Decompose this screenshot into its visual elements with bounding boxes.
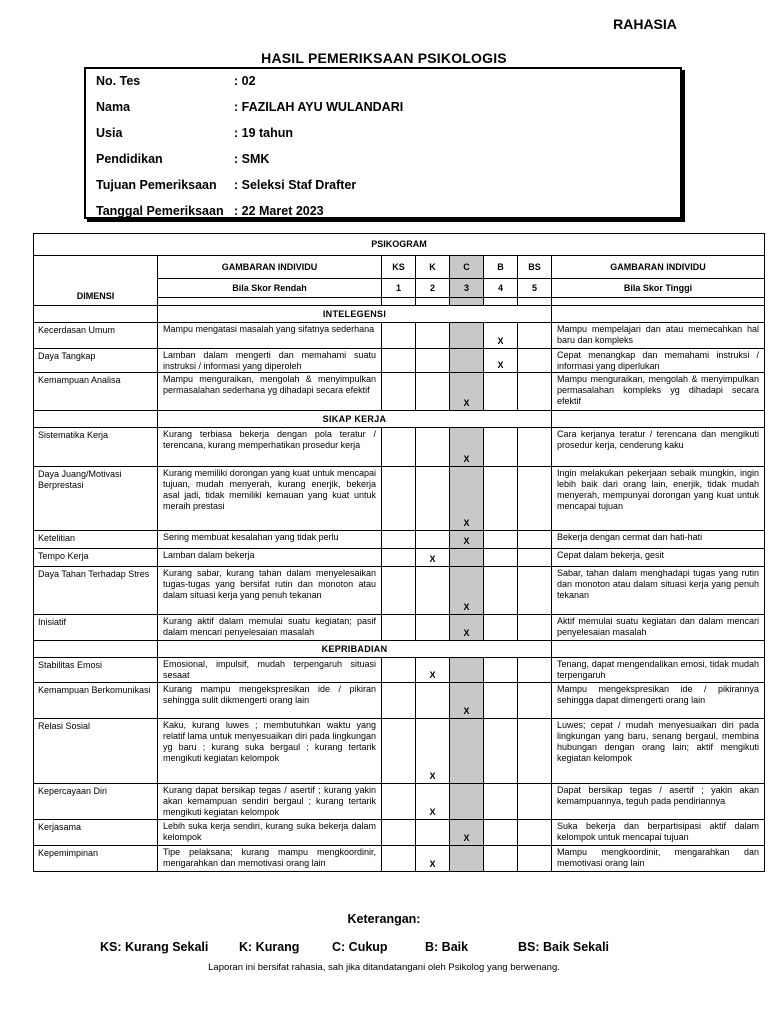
table-row bbox=[34, 373, 765, 411]
table-row bbox=[34, 784, 765, 820]
score-mark: X bbox=[450, 820, 484, 846]
score-cell-2 bbox=[416, 323, 450, 349]
score-cell-1 bbox=[382, 467, 416, 531]
score-cell-1 bbox=[382, 658, 416, 683]
table-row bbox=[34, 349, 765, 373]
scale-bs-header: BS bbox=[518, 256, 552, 279]
score-cell-1 bbox=[382, 683, 416, 719]
legend-b: B: Baik bbox=[425, 940, 469, 954]
score-cell-1 bbox=[382, 820, 416, 846]
score-cell-4 bbox=[484, 784, 518, 820]
score-cell-5 bbox=[518, 846, 552, 872]
score-cell-4 bbox=[484, 719, 518, 784]
score-cell-3 bbox=[450, 549, 484, 567]
score-cell-2 bbox=[416, 531, 450, 549]
info-label: Pendidikan bbox=[96, 152, 163, 166]
legend-title: Keterangan: bbox=[347, 912, 421, 926]
dimension-name: Relasi Sosial bbox=[34, 719, 158, 784]
low-score-description: Kurang memiliki dorongan yang kuat untuk mencapai tujuan, mudah menyerah, kurang enerjik, bekerja asal jadi, tidak memiliki kemauan yang kuat untuk meraih prestasi bbox=[158, 467, 382, 531]
score-cell-1 bbox=[382, 549, 416, 567]
score-cell-4 bbox=[484, 615, 518, 641]
info-label: Tanggal Pemeriksaan bbox=[96, 204, 224, 218]
info-value: : 19 tahun bbox=[234, 126, 294, 140]
score-mark: X bbox=[416, 846, 450, 872]
high-score-description: Cepat menangkap dan memahami instruksi / informasi yang diperlukan bbox=[552, 349, 765, 373]
score-cell-5 bbox=[518, 349, 552, 373]
info-value: : 22 Maret 2023 bbox=[234, 204, 324, 218]
info-value: : Seleksi Staf Drafter bbox=[234, 178, 357, 192]
low-score-description: Mampu mengatasi masalah yang sifatnya sederhana bbox=[158, 323, 382, 349]
table-row bbox=[34, 549, 765, 567]
low-score-description: Lebih suka kerja sendiri, kurang suka bekerja dalam kelompok bbox=[158, 820, 382, 846]
score-cell-1 bbox=[382, 784, 416, 820]
dimension-name: Daya Tangkap bbox=[34, 349, 158, 373]
high-score-description: Mampu mengkoordinir, mengarahkan dan memotivasi orang lain bbox=[552, 846, 765, 872]
dimension-name: Stabilitas Emosi bbox=[34, 658, 158, 683]
score-cell-4 bbox=[484, 683, 518, 719]
dimension-name: Sistematika Kerja bbox=[34, 428, 158, 467]
dimension-header: DIMENSI bbox=[34, 256, 158, 306]
score-cell-5 bbox=[518, 658, 552, 683]
low-score-description: Kurang aktif dalam memulai suatu kegiatan; pasif dalam mencari penyelesaian masalah bbox=[158, 615, 382, 641]
score-cell-2 bbox=[416, 349, 450, 373]
score-cell-3 bbox=[450, 323, 484, 349]
section-row bbox=[34, 641, 765, 658]
info-label: Usia bbox=[96, 126, 123, 140]
info-label: No. Tes bbox=[96, 74, 141, 88]
score-cell-1 bbox=[382, 615, 416, 641]
table-row bbox=[34, 531, 765, 549]
table-row bbox=[34, 567, 765, 615]
legend-bs: BS: Baik Sekali bbox=[518, 940, 610, 954]
low-score-description: Kurang dapat bersikap tegas / asertif ; kurang yakin akan kemampuan sendiri bergaul ; kurang tertarik mengikuti kegiatan kelompok bbox=[158, 784, 382, 820]
dimension-name: Daya Tahan Terhadap Stres bbox=[34, 567, 158, 615]
score-cell-5 bbox=[518, 820, 552, 846]
info-value: : 02 bbox=[234, 74, 256, 88]
score-cell-1 bbox=[382, 719, 416, 784]
score-5-header: 5 bbox=[518, 279, 552, 298]
score-cell-4 bbox=[484, 820, 518, 846]
high-score-description: Mampu mempelajari dan atau memecahkan hal baru dan kompleks bbox=[552, 323, 765, 349]
gambaran-right-header: GAMBARAN INDIVIDU bbox=[552, 256, 765, 279]
score-cell-4 bbox=[484, 467, 518, 531]
low-score-description: Lamban dalam bekerja bbox=[158, 549, 382, 567]
high-score-description: Luwes; cepat / mudah menyesuaikan diri pada lingkungan yang baru, senang bergaul, membina hubungan dengan orang lain; aktif mengikuti kegiatan kelompok bbox=[552, 719, 765, 784]
scale-k-header: K bbox=[416, 256, 450, 279]
psychogram-title: PSIKOGRAM bbox=[34, 234, 765, 256]
score-cell-4 bbox=[484, 428, 518, 467]
dimension-name: Kerjasama bbox=[34, 820, 158, 846]
table-row bbox=[34, 323, 765, 349]
document-title: HASIL PEMERIKSAAN PSIKOLOGIS bbox=[261, 50, 507, 66]
score-mark: X bbox=[484, 349, 518, 373]
score-mark: X bbox=[450, 615, 484, 641]
scale-ks-header: KS bbox=[382, 256, 416, 279]
low-score-description: Sering membuat kesalahan yang tidak perlu bbox=[158, 531, 382, 549]
score-cell-3 bbox=[450, 658, 484, 683]
score-cell-4 bbox=[484, 658, 518, 683]
table-row bbox=[34, 683, 765, 719]
high-score-description: Tenang, dapat mengendalikan emosi, tidak mudah terpengaruh bbox=[552, 658, 765, 683]
table-row bbox=[34, 719, 765, 784]
score-mark: X bbox=[416, 549, 450, 567]
score-cell-4 bbox=[484, 549, 518, 567]
score-cell-2 bbox=[416, 567, 450, 615]
score-mark: X bbox=[416, 719, 450, 784]
table-row bbox=[34, 658, 765, 683]
low-score-description: Tipe pelaksana; kurang mampu mengkoordinir, mengarahkan dan memotivasi orang lain bbox=[158, 846, 382, 872]
dimension-name: Kecerdasan Umum bbox=[34, 323, 158, 349]
section-row bbox=[34, 306, 765, 323]
score-cell-1 bbox=[382, 567, 416, 615]
high-score-description: Dapat bersikap tegas / asertif ; yakin akan kemampuannya, teguh pada pendiriannya bbox=[552, 784, 765, 820]
score-cell-5 bbox=[518, 467, 552, 531]
section-title: KEPRIBADIAN bbox=[158, 641, 552, 658]
scale-c-header: C bbox=[450, 256, 484, 279]
score-cell-1 bbox=[382, 349, 416, 373]
score-mark: X bbox=[450, 373, 484, 411]
info-label: Nama bbox=[96, 100, 131, 114]
dimension-name: Inisiatif bbox=[34, 615, 158, 641]
info-value: : SMK bbox=[234, 152, 270, 166]
score-cell-4 bbox=[484, 567, 518, 615]
score-cell-2 bbox=[416, 683, 450, 719]
score-cell-5 bbox=[518, 428, 552, 467]
dimension-name: Kepercayaan Diri bbox=[34, 784, 158, 820]
score-cell-4 bbox=[484, 846, 518, 872]
score-cell-5 bbox=[518, 784, 552, 820]
legend-k: K: Kurang bbox=[239, 940, 300, 954]
table-row bbox=[34, 428, 765, 467]
score-cell-5 bbox=[518, 323, 552, 349]
score-cell-2 bbox=[416, 428, 450, 467]
info-value: : FAZILAH AYU WULANDARI bbox=[234, 100, 404, 114]
score-mark: X bbox=[450, 467, 484, 531]
low-score-description: Kurang mampu mengekspresikan ide / pikiran sehingga sulit dikmengerti orang lain bbox=[158, 683, 382, 719]
score-cell-1 bbox=[382, 846, 416, 872]
table-row bbox=[34, 615, 765, 641]
low-score-description: Lamban dalam mengerti dan memahami suatu instruksi / informasi yang diperoleh bbox=[158, 349, 382, 373]
confidential-label: RAHASIA bbox=[613, 16, 677, 32]
low-score-description: Emosional, impulsif, mudah terpengaruh situasi sesaat bbox=[158, 658, 382, 683]
low-score-description: Kaku, kurang luwes ; membutuhkan waktu yang relatif lama untuk menyesuaikan diri pada lingkungan yg baru ; kurang suka bergaul ; kurang tertarik mengikuti kegiatan kelompok bbox=[158, 719, 382, 784]
info-label: Tujuan Pemeriksaan bbox=[96, 178, 217, 192]
score-cell-5 bbox=[518, 683, 552, 719]
high-score-description: Mampu mengekspresikan ide / pikirannya sehingga dapat dimengerti orang lain bbox=[552, 683, 765, 719]
high-score-description: Sabar, tahan dalam menghadapi tugas yang rutin dan monoton atau dalam situasi kerja yang penuh tekanan bbox=[552, 567, 765, 615]
score-cell-3 bbox=[450, 784, 484, 820]
high-score-description: Mampu menguraikan, mengolah & menyimpulkan permasalahan kompleks yg dihadapi secara efektif bbox=[552, 373, 765, 411]
low-score-description: Kurang terbiasa bekerja dengan pola teratur / terencana, kurang memperhatikan prosedur kerja bbox=[158, 428, 382, 467]
scale-b-header: B bbox=[484, 256, 518, 279]
high-score-description: Suka bekerja dan berpartisipasi aktif dalam kelompok untuk mencapai tujuan bbox=[552, 820, 765, 846]
table-row bbox=[34, 820, 765, 846]
score-cell-4 bbox=[484, 531, 518, 549]
score-cell-5 bbox=[518, 719, 552, 784]
section-title: SIKAP KERJA bbox=[158, 411, 552, 428]
score-mark: X bbox=[416, 658, 450, 683]
dimension-name: Tempo Kerja bbox=[34, 549, 158, 567]
score-cell-1 bbox=[382, 531, 416, 549]
high-score-description: Cepat dalam bekerja, gesit bbox=[552, 549, 765, 567]
high-score-description: Cara kerjanya teratur / terencana dan mengikuti prosedur kerja, cenderung kaku bbox=[552, 428, 765, 467]
low-score-description: Mampu menguraikan, mengolah & menyimpulkan permasalahan sederhana yg dihadapi secara efektif bbox=[158, 373, 382, 411]
score-mark: X bbox=[484, 323, 518, 349]
legend-ks: KS: Kurang Sekali bbox=[100, 940, 209, 954]
score-1-header: 1 bbox=[382, 279, 416, 298]
score-mark: X bbox=[450, 683, 484, 719]
dimension-name: Ketelitian bbox=[34, 531, 158, 549]
score-cell-2 bbox=[416, 373, 450, 411]
table-row bbox=[34, 467, 765, 531]
table-row bbox=[34, 846, 765, 872]
high-score-header: Bila Skor Tinggi bbox=[552, 279, 765, 298]
section-row bbox=[34, 411, 765, 428]
high-score-description: Ingin melakukan pekerjaan sebaik mungkin, ingin lebih baik dari orang lain, enerjik, tidak mudah menyerah, mempunyai dorongan yang kuat untuk mencapai tujuan bbox=[552, 467, 765, 531]
score-mark: X bbox=[450, 531, 484, 549]
gambaran-left-header: GAMBARAN INDIVIDU bbox=[158, 256, 382, 279]
dimension-name: Kepemimpinan bbox=[34, 846, 158, 872]
legend-c: C: Cukup bbox=[332, 940, 388, 954]
score-cell-1 bbox=[382, 323, 416, 349]
identity-box bbox=[84, 67, 682, 219]
score-cell-2 bbox=[416, 615, 450, 641]
score-cell-5 bbox=[518, 549, 552, 567]
score-cell-5 bbox=[518, 615, 552, 641]
low-score-header: Bila Skor Rendah bbox=[158, 279, 382, 298]
score-cell-1 bbox=[382, 428, 416, 467]
score-2-header: 2 bbox=[416, 279, 450, 298]
score-mark: X bbox=[416, 784, 450, 820]
score-cell-5 bbox=[518, 373, 552, 411]
section-title: INTELEGENSI bbox=[158, 306, 552, 323]
score-cell-2 bbox=[416, 820, 450, 846]
score-4-header: 4 bbox=[484, 279, 518, 298]
low-score-description: Kurang sabar, kurang tahan dalam menyelesaikan tugas-tugas yang bersifat rutin dan monoton atau dalam situasi kerja yang penuh tekanan bbox=[158, 567, 382, 615]
dimension-name: Kemampuan Analisa bbox=[34, 373, 158, 411]
psychogram-table bbox=[33, 233, 765, 872]
score-mark: X bbox=[450, 428, 484, 467]
high-score-description: Aktif memulai suatu kegiatan dan dalam mencari penyelesaian masalah bbox=[552, 615, 765, 641]
score-3-header: 3 bbox=[450, 279, 484, 298]
score-cell-3 bbox=[450, 719, 484, 784]
dimension-name: Daya Juang/Motivasi Berprestasi bbox=[34, 467, 158, 531]
score-cell-2 bbox=[416, 467, 450, 531]
score-cell-3 bbox=[450, 846, 484, 872]
score-mark: X bbox=[450, 567, 484, 615]
high-score-description: Bekerja dengan cermat dan hati-hati bbox=[552, 531, 765, 549]
dimension-name: Kemampuan Berkomunikasi bbox=[34, 683, 158, 719]
score-cell-3 bbox=[450, 349, 484, 373]
score-cell-5 bbox=[518, 531, 552, 549]
footer-note: Laporan ini bersifat rahasia, sah jika ditandatangani oleh Psikolog yang berwenang. bbox=[208, 962, 560, 973]
score-cell-1 bbox=[382, 373, 416, 411]
score-cell-5 bbox=[518, 567, 552, 615]
score-cell-4 bbox=[484, 373, 518, 411]
